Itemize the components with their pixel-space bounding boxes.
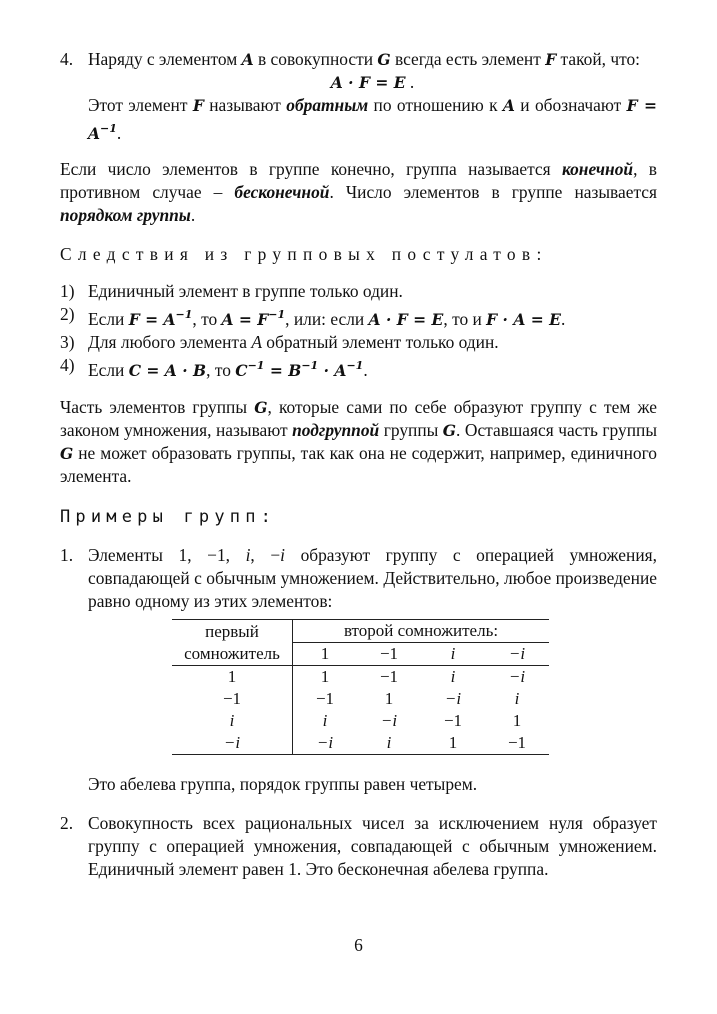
row-label: −1 — [222, 689, 242, 709]
table-cell: 1 — [293, 666, 358, 689]
row-label: i — [229, 711, 235, 731]
example-2: 2. Совокупность всех рациональных чисел за исключением нуля образует группу с операцией умножения, совпадающей с обычным умножением. Единичный элемент равен 1. Это бесконечная абелева группа. — [60, 813, 657, 880]
postulate-4-inverse-def: Этот элемент F называют обратным по отношению к A и обозначают $F = A^{-1}$. — [88, 95, 658, 143]
table-cell: −i — [293, 732, 358, 755]
table-cell: i — [357, 732, 421, 755]
corollary-4: 4) Если C = A · B, то $C^{-1} = B^{-1} \cdot A^{-1}$. — [60, 354, 368, 380]
col-header: 1 — [293, 643, 358, 666]
multiplication-table — [172, 619, 549, 755]
example-2-text: Совокупность всех рациональных чисел за исключением нуля образует группу с операцией умножения, совпадающей с обычным умножением. Единичный элемент равен 1. Это бесконечная абелева группа. — [88, 813, 657, 880]
table-cell: −i — [444, 689, 462, 709]
table-row — [172, 688, 549, 710]
corollaries-list — [60, 280, 657, 382]
example-1-conclusion: Это абелева группа, порядок группы равен четырем. — [88, 774, 478, 795]
table-cell: 1 — [384, 689, 394, 709]
paragraph-finite-group: Если число элементов в группе конечно, группа называется конечной, в противном случае – бесконечной. Число элементов в группе называется порядком группы. — [60, 158, 657, 225]
heading-examples: Примеры групп: — [60, 507, 277, 528]
table-cell: −i — [380, 711, 398, 731]
table-cell: i — [421, 666, 485, 689]
header-second-factor: второй сомножитель: — [293, 620, 550, 643]
header-first-factor: первый — [172, 620, 293, 643]
postulate-4-text: Наряду с элементом A в совокупности G всегда есть элемент F такой, что: — [88, 49, 640, 69]
table-cell: −1 — [357, 666, 421, 689]
col-header: i — [421, 643, 485, 666]
table-cell: i — [293, 710, 358, 732]
col-header: −1 — [357, 643, 421, 666]
table-cell: −1 — [485, 732, 549, 755]
term-inverse: обратным — [286, 95, 369, 115]
paragraph-subgroup: Часть элементов группы G, которые сами по себе образуют группу с тем же законом умножения, называют подгруппой группы G. Оставшаяся часть группы G не может образовать группы, так как она не содержит, например, единичного элемента. — [60, 397, 658, 487]
page-number: 6 — [354, 935, 363, 955]
header-first-factor-2: сомножитель — [184, 644, 280, 664]
page-content — [60, 48, 657, 881]
postulate-4 — [60, 48, 657, 145]
corollary-3: 3) Для любого элемента A обратный элемент только один. — [60, 331, 499, 352]
table-row — [172, 732, 549, 755]
col-header: −i — [485, 643, 549, 666]
corollary-2: 2) Если $F = A^{-1}$, то $A = F^{-1}$, или: если A · F = E, то и F · A = E. — [60, 303, 566, 329]
row-label: 1 — [172, 666, 293, 689]
example-1: 1. Элементы 1, −1, i, −i образуют группу с операцией умножения, совпадающей с обычным умножением. Действительно, любое произведение равно одному из этих элементов: — [60, 545, 657, 612]
corollary-1: 1) Единичный элемент в группе только один. — [60, 280, 403, 301]
table-cell: 1 — [421, 732, 485, 755]
table-cell: −1 — [293, 688, 358, 710]
term-order: порядком группы — [60, 204, 191, 225]
postulate-4-number: 4. — [60, 49, 74, 69]
term-finite: конечной — [561, 158, 634, 179]
table-cell: 1 — [512, 711, 522, 731]
table-cell: i — [514, 689, 520, 709]
term-infinite: бесконечной — [234, 181, 330, 202]
table-cell: −i — [485, 666, 549, 689]
row-label: −i — [172, 732, 293, 755]
table-cell: −1 — [443, 711, 463, 731]
heading-corollaries: Следствия из групповых постулатов: — [60, 243, 548, 264]
postulate-4-formula: A · F = E . — [330, 72, 415, 92]
table-row — [172, 666, 549, 689]
example-1-text: Элементы 1, −1, i, −i образуют группу с операцией умножения, совпадающей с обычным умножением. Действительно, любое произведение равно одному из этих элементов: — [88, 545, 657, 612]
table-row — [172, 710, 549, 732]
term-subgroup: подгруппой — [292, 420, 380, 441]
